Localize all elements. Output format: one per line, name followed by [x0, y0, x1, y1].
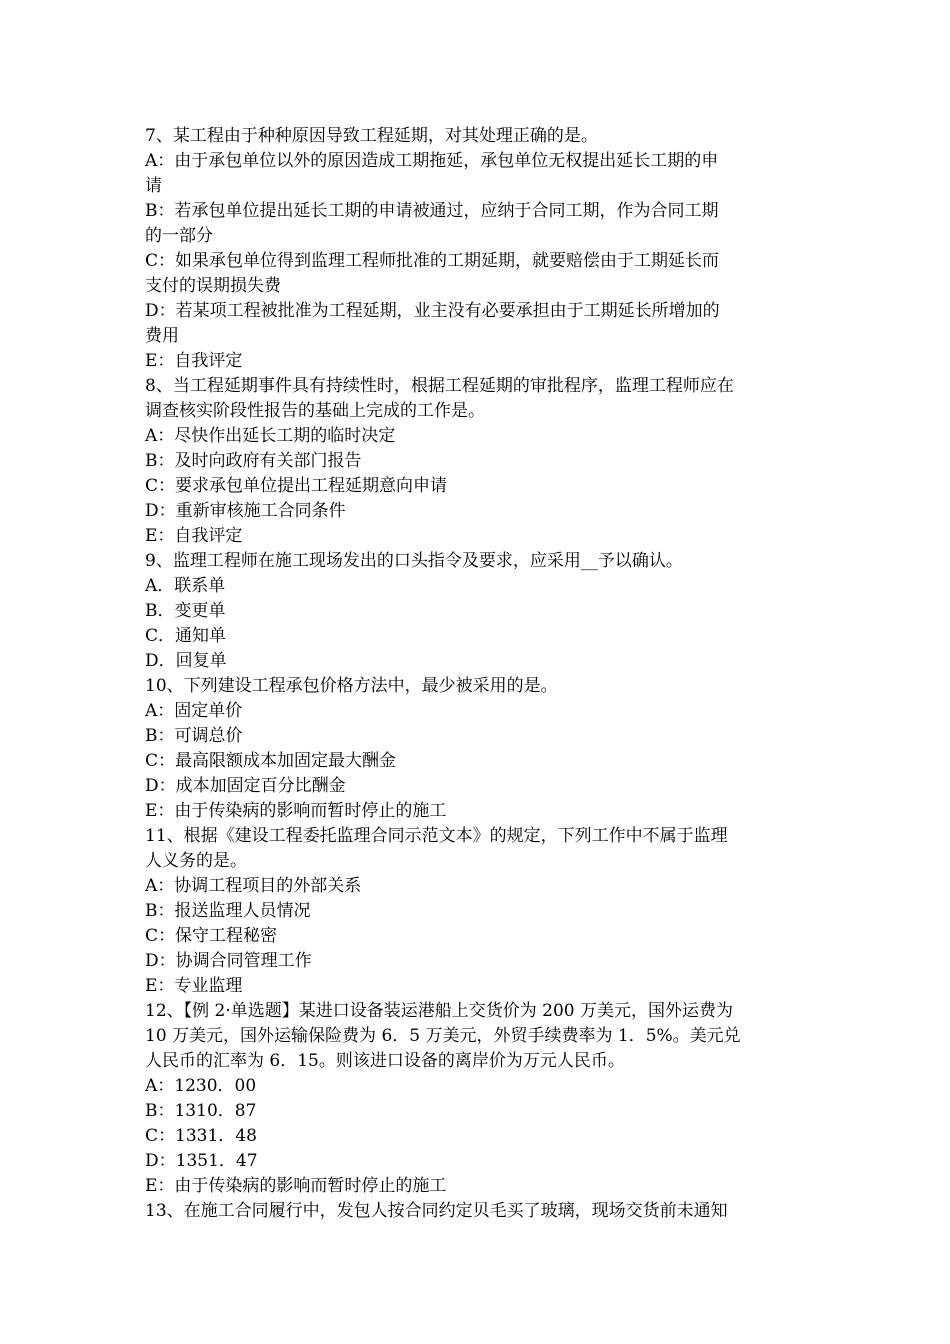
text-line: C：1331．48: [145, 1126, 257, 1146]
text-line: 11、根据《建设工程委托监理合同示范文本》的规定，下列工作中不属于监理: [145, 826, 728, 846]
text-line: 9、监理工程师在施工现场发出的口头指令及要求，应采用__予以确认。: [145, 551, 683, 571]
text-line: B：若承包单位提出延长工期的申请被通过，应纳于合同工期，作为合同工期: [145, 201, 719, 221]
text-line: B：可调总价: [145, 726, 243, 746]
text-line: E：自我评定: [145, 351, 243, 371]
text-line: D：协调合同管理工作: [145, 951, 312, 971]
text-line: A：1230．00: [145, 1076, 257, 1096]
text-line: D：重新审核施工合同条件: [145, 501, 346, 521]
text-line: 8、当工程延期事件具有持续性时，根据工程延期的审批程序，监理工程师应在: [145, 376, 734, 396]
text-line: 支付的误期损失费: [145, 276, 281, 296]
text-line: E：由于传染病的影响而暂时停止的施工: [145, 1176, 447, 1196]
text-line: 10 万美元，国外运输保险费为 6．5 万美元，外贸手续费率为 1．5%。美元兑: [145, 1026, 741, 1046]
text-line: 人义务的是。: [145, 851, 247, 871]
text-line: 请: [145, 176, 162, 196]
document-body: [145, 124, 807, 1224]
text-line: 费用: [145, 326, 179, 346]
text-line: 10、下列建设工程承包价格方法中，最少被采用的是。: [145, 676, 558, 696]
text-line: B．变更单: [145, 601, 226, 621]
text-line: A：协调工程项目的外部关系: [145, 876, 362, 896]
text-line: D．回复单: [145, 651, 227, 671]
text-line: C：要求承包单位提出工程延期意向申请: [145, 476, 448, 496]
text-line: C．通知单: [145, 626, 227, 646]
text-line: A：尽快作出延长工期的临时决定: [145, 426, 396, 446]
text-line: E：自我评定: [145, 526, 243, 546]
text-line: 人民币的汇率为 6．15。则该进口设备的离岸价为万元人民币。: [145, 1051, 625, 1071]
text-line: A：由于承包单位以外的原因造成工期拖延，承包单位无权提出延长工期的申: [145, 151, 719, 171]
text-line: E：专业监理: [145, 976, 243, 996]
text-line: B：报送监理人员情况: [145, 901, 311, 921]
text-line: 13、在施工合同履行中，发包人按合同约定贝毛买了玻璃，现场交货前未通知: [145, 1201, 728, 1221]
text-line: D：成本加固定百分比酬金: [145, 776, 346, 796]
text-line: 7、某工程由于种种原因导致工程延期，对其处理正确的是。: [145, 126, 598, 146]
text-line: D：1351．47: [145, 1151, 258, 1171]
text-line: E：由于传染病的影响而暂时停止的施工: [145, 801, 447, 821]
text-line: A．联系单: [145, 576, 226, 596]
text-line: 12、【例 2·单选题】某进口设备装运港船上交货价为 200 万美元，国外运费为: [145, 1001, 734, 1021]
text-line: A：固定单价: [145, 701, 243, 721]
text-line: B：1310．87: [145, 1101, 257, 1121]
text-line: C：最高限额成本加固定最大酬金: [145, 751, 397, 771]
text-line: C：保守工程秘密: [145, 926, 278, 946]
text-line: 的一部分: [145, 226, 213, 246]
text-line: D：若某项工程被批准为工程延期，业主没有必要承担由于工期延长所增加的: [145, 301, 720, 321]
text-line: B：及时向政府有关部门报告: [145, 451, 362, 471]
text-line: 调查核实阶段性报告的基础上完成的工作是。: [145, 401, 485, 421]
text-line: C：如果承包单位得到监理工程师批准的工期延期，就要赔偿由于工期延长而: [145, 251, 720, 271]
